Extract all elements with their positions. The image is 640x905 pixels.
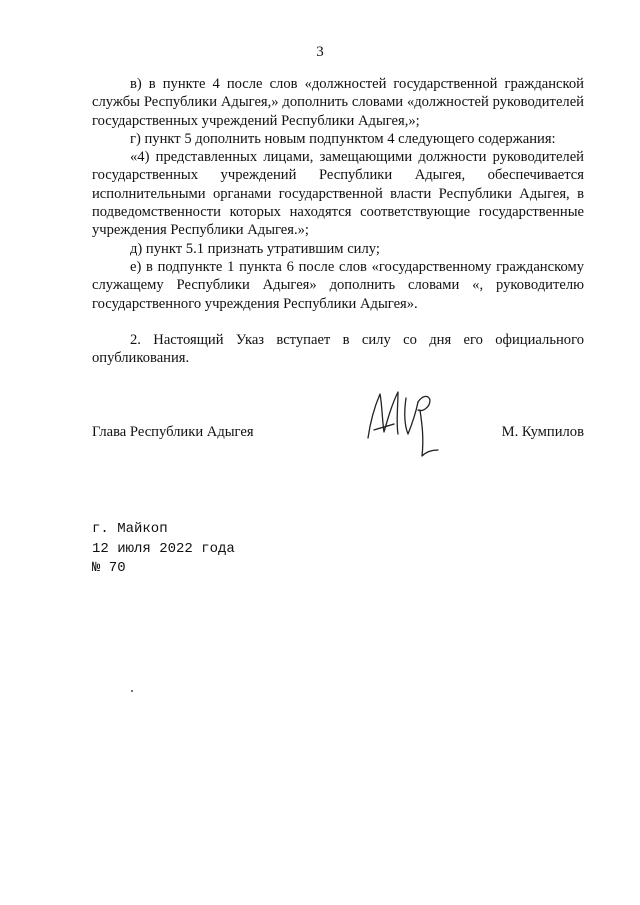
- decree-body: [92, 75, 584, 367]
- amendment-paragraph-g-text: «4) представленных лицами, замещающими должности руководителей государственных учреждений Республики Адыгея, обеспечивается исполнительными органами государственной власти Республики Адыгея, в подведомственности которых находятся соответствующие государственные учреждения Республики Адыгея.»;: [92, 149, 584, 239]
- signature-block: [92, 424, 584, 444]
- decree-number: № 70: [92, 560, 126, 576]
- amendment-paragraph-g: г) пункт 5 дополнить новым подпунктом 4 следующего содержания:: [130, 130, 556, 147]
- amendment-paragraph-d: д) пункт 5.1 признать утратившим силу;: [130, 240, 380, 257]
- decree-date: 12 июля 2022 года: [92, 540, 235, 557]
- signatory-title: Глава Республики Адыгея: [92, 424, 254, 440]
- amendment-paragraph-e: е) в подпункте 1 пункта 6 после слов «государственному гражданскому служащему Республики Адыгея» дополнить словами «, руководителю государственного учреждения Республики Адыгея».: [92, 258, 584, 312]
- place-date-block: [92, 520, 235, 579]
- place-city: г. Майкоп: [92, 521, 168, 537]
- scan-speck: [131, 690, 133, 692]
- handwritten-signature: [360, 380, 450, 460]
- entry-into-force-paragraph: 2. Настоящий Указ вступает в силу со дня его официального опубликования.: [92, 331, 584, 367]
- amendment-paragraph-v: в) в пункте 4 после слов «должностей государственной гражданской службы Республики Адыгея,» дополнить словами «должностей руководителей государственных учреждений Республики Адыгея,»;: [92, 76, 584, 129]
- page-number: 3: [316, 44, 324, 60]
- signatory-name: М. Кумпилов: [501, 424, 584, 440]
